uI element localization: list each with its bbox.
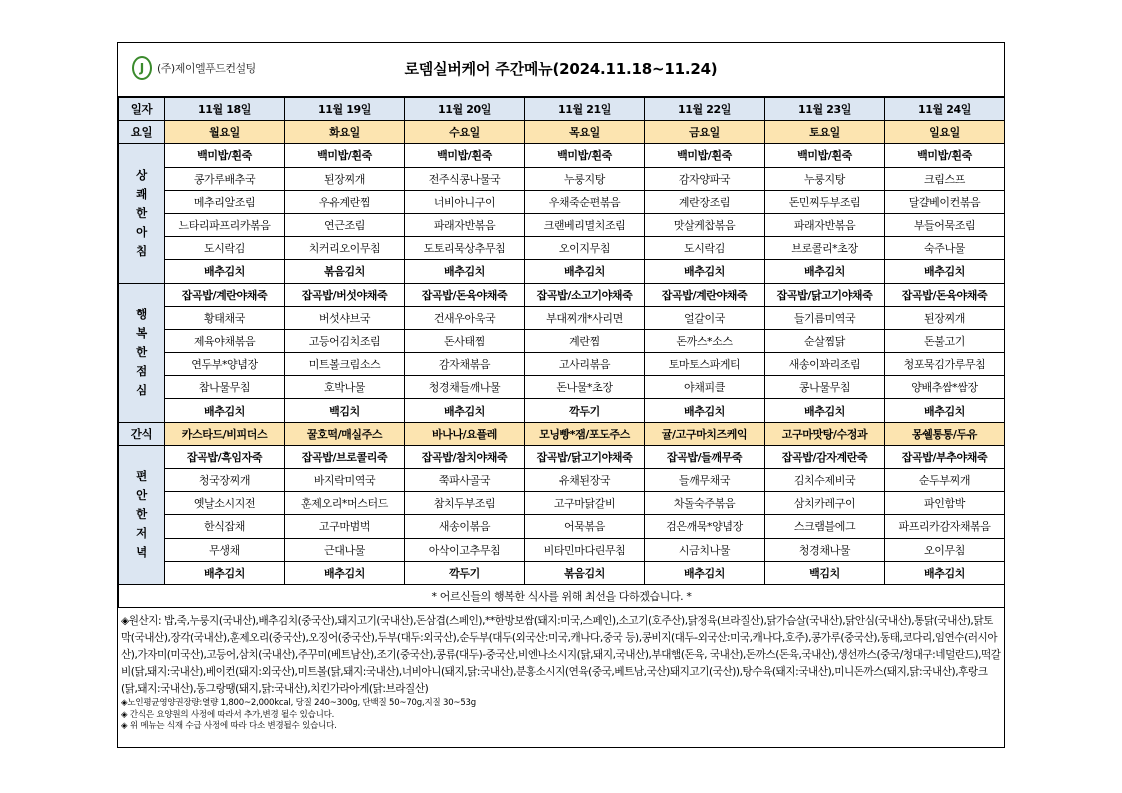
menu-cell: 숙주나물: [885, 237, 1005, 260]
menu-cell: 배추김치: [885, 399, 1005, 422]
menu-cell: 청경채나물: [765, 538, 885, 561]
breakfast-row: [119, 260, 1005, 283]
menu-cell: 파인함박: [885, 492, 1005, 515]
leaf-logo-icon: J: [132, 56, 152, 80]
menu-cell: 잡곡밥/감자계란죽: [765, 445, 885, 468]
menu-cell: 전주식콩나물국: [405, 167, 525, 190]
menu-cell: 배추김치: [885, 260, 1005, 283]
company-name: (주)제이엘푸드컨설팅: [157, 62, 256, 75]
menu-table: [118, 97, 1005, 608]
menu-cell: 파래자반볶음: [405, 213, 525, 236]
menu-cell: 메추리알조림: [165, 190, 285, 213]
menu-cell: 청국장찌개: [165, 469, 285, 492]
day-cell: 토요일: [765, 121, 885, 144]
lunch-row: [119, 283, 1005, 306]
menu-cell: 맛살케찹볶음: [645, 213, 765, 236]
row-label-date: 일자: [119, 98, 165, 121]
menu-cell: 비타민마다린무침: [525, 538, 645, 561]
menu-cell: 시금치나물: [645, 538, 765, 561]
day-cell: 화요일: [285, 121, 405, 144]
snack-cell: 카스타드/비피더스: [165, 422, 285, 445]
menu-cell: 백미밥/흰죽: [525, 144, 645, 167]
menu-cell: 황태채국: [165, 306, 285, 329]
snack-cell: 고구마맛탕/수정과: [765, 422, 885, 445]
date-cell: 11월 19일: [285, 98, 405, 121]
menu-cell: 돈불고기: [885, 329, 1005, 352]
menu-cell: 너비아니구이: [405, 190, 525, 213]
menu-cell: 달걀베이컨볶음: [885, 190, 1005, 213]
menu-cell: 백미밥/흰죽: [165, 144, 285, 167]
menu-cell: 얼갈이국: [645, 306, 765, 329]
menu-change-note: ◈ 위 메뉴는 식재 수급 사정에 따라 다소 변경될수 있습니다.: [121, 721, 337, 731]
snack-cell: 몽쉘통통/두유: [885, 422, 1005, 445]
menu-cell: 아삭이고추무침: [405, 538, 525, 561]
nutrition-note: ◈노인평균영양권장량:열량 1,800~2,000kcal, 당질 240~300g, 단백질 50~70g,지질 30~53g: [121, 698, 476, 708]
menu-cell: 백미밥/흰죽: [285, 144, 405, 167]
breakfast-row: [119, 213, 1005, 236]
menu-cell: 차돌숙주볶음: [645, 492, 765, 515]
closing-message: * 어르신들의 행복한 식사를 위해 최선을 다하겠습니다. *: [119, 584, 1005, 607]
menu-cell: 배추김치: [645, 399, 765, 422]
menu-cell: 건새우아욱국: [405, 306, 525, 329]
breakfast-label: [119, 144, 165, 283]
menu-cell: 잡곡밥/돈육야채죽: [885, 283, 1005, 306]
menu-cell: 돈사태찜: [405, 329, 525, 352]
origin-info: ◈원산지: 밥,죽,누룽지(국내산),배추김치(중국산),돼지고기(국내산),돈삼겹(스페인),**한방보쌈(돼지:미국,스페인),소고기(호주산),닭정육(브라질산),닭가슴살(국내산),닭안심(국내산),통닭(국내산),닭토막(국내산),장각(국내산),훈제오리(중국산),오징어(중국산),두부(대두:외국산),순두부(대두(외국산:미국,캐나다,중국 등),콩비지(대두-외국산:미국,캐나다,호주),콩가루(중국산),동태,코다리,임연수(러시아산),가자미(미국산),고등어,삼치(국내산),주꾸미(베트남산),조기(중국산),콩류(대두)-중국산,비엔나소시지(닭,돼지,국내산),부대햄(돈육, 국내산),돈까스(돈육,국내산),생선까스(중국/청대구:네덜란드),떡갈비(닭,돼지:국내산),베이컨(돼지:외국산),미트볼(닭,돼지:국내산),너비아니(돼지,닭:국내산),분홍소시지(연육(중국,베트남,국산)돼지고기(국산)),탕수육(돼지:국내산),미니돈까스(돼지,닭:국내산),후랑크(닭,돼지:국내산),동그랑땡(돼지,닭:국내산),치킨가라아게(닭:브라질산): [121, 615, 1001, 695]
dinner-row: [119, 445, 1005, 468]
date-cell: 11월 24일: [885, 98, 1005, 121]
menu-cell: 백미밥/흰죽: [405, 144, 525, 167]
menu-cell: 한식잡채: [165, 515, 285, 538]
menu-cell: 콩나물무침: [765, 376, 885, 399]
menu-cell: 크림스프: [885, 167, 1005, 190]
date-cell: 11월 23일: [765, 98, 885, 121]
dinner-label-text: 편 안 한 저 녁: [136, 469, 147, 560]
menu-cell: 배추김치: [645, 561, 765, 584]
menu-cell: 들깨무채국: [645, 469, 765, 492]
menu-cell: 잡곡밥/닭고기야채죽: [765, 283, 885, 306]
lunch-row: [119, 376, 1005, 399]
menu-cell: 배추김치: [645, 260, 765, 283]
menu-cell: 스크램블에그: [765, 515, 885, 538]
menu-cell: 백미밥/흰죽: [885, 144, 1005, 167]
menu-cell: 들기름미역국: [765, 306, 885, 329]
menu-cell: 잡곡밥/부추야채죽: [885, 445, 1005, 468]
menu-cell: 배추김치: [885, 561, 1005, 584]
menu-cell: 누룽지탕: [765, 167, 885, 190]
date-cell: 11월 22일: [645, 98, 765, 121]
menu-cell: 배추김치: [765, 260, 885, 283]
menu-cell: 김치수제비국: [765, 469, 885, 492]
menu-cell: 누룽지탕: [525, 167, 645, 190]
menu-cell: 배추김치: [405, 399, 525, 422]
snack-cell: 바나나/요플레: [405, 422, 525, 445]
day-cell: 일요일: [885, 121, 1005, 144]
menu-cell: 옛날소시지전: [165, 492, 285, 515]
dinner-row: [119, 469, 1005, 492]
day-cell: 수요일: [405, 121, 525, 144]
page-title: 로뎀실버케어 주간메뉴(2024.11.18~11.24): [404, 60, 718, 78]
menu-cell: 무생채: [165, 538, 285, 561]
menu-cell: 감자채볶음: [405, 353, 525, 376]
menu-cell: 깍두기: [525, 399, 645, 422]
menu-cell: 오이지무침: [525, 237, 645, 260]
menu-cell: 잡곡밥/들깨무죽: [645, 445, 765, 468]
menu-cell: 근대나물: [285, 538, 405, 561]
menu-cell: 치커리오이무침: [285, 237, 405, 260]
menu-cell: 고사리볶음: [525, 353, 645, 376]
lunch-row: [119, 353, 1005, 376]
menu-cell: 계란장조림: [645, 190, 765, 213]
snack-note: ◈ 간식은 요양원의 사정에 따라서 추가,변경 될수 있습니다.: [121, 709, 335, 720]
menu-cell: 돈까스*소스: [645, 329, 765, 352]
menu-cell: 부대찌개*사리면: [525, 306, 645, 329]
menu-cell: 돈민찌두부조림: [765, 190, 885, 213]
menu-cell: 파프리카감자채볶음: [885, 515, 1005, 538]
menu-cell: 호박나물: [285, 376, 405, 399]
day-cell: 금요일: [645, 121, 765, 144]
menu-cell: 야채피클: [645, 376, 765, 399]
lunch-row: [119, 399, 1005, 422]
menu-cell: 잡곡밥/돈육야채죽: [405, 283, 525, 306]
menu-cell: 볶음김치: [285, 260, 405, 283]
menu-cell: 배추김치: [285, 561, 405, 584]
menu-cell: 돈나물*초장: [525, 376, 645, 399]
row-label-snack: 간식: [119, 422, 165, 445]
dinner-row: [119, 492, 1005, 515]
menu-cell: 우채죽순편볶음: [525, 190, 645, 213]
day-cell: 월요일: [165, 121, 285, 144]
menu-cell: 고구마범벅: [285, 515, 405, 538]
date-cell: 11월 21일: [525, 98, 645, 121]
lunch-label-text: 행 복 한 점 심: [136, 307, 147, 398]
menu-cell: 백미밥/흰죽: [765, 144, 885, 167]
menu-cell: 크랜베리멸치조림: [525, 213, 645, 236]
menu-cell: 부들어묵조림: [885, 213, 1005, 236]
menu-cell: 잡곡밥/계란야채죽: [165, 283, 285, 306]
menu-cell: 잡곡밥/흑임자죽: [165, 445, 285, 468]
menu-cell: 우유계란찜: [285, 190, 405, 213]
menu-cell: 고구마닭갈비: [525, 492, 645, 515]
breakfast-row: [119, 237, 1005, 260]
menu-cell: 잡곡밥/버섯야채죽: [285, 283, 405, 306]
menu-cell: 감자양파국: [645, 167, 765, 190]
menu-cell: 깍두기: [405, 561, 525, 584]
menu-cell: 참치두부조림: [405, 492, 525, 515]
menu-cell: 볶음김치: [525, 561, 645, 584]
menu-cell: 참나물무침: [165, 376, 285, 399]
menu-cell: 쭉파사골국: [405, 469, 525, 492]
menu-cell: 새송이볶음: [405, 515, 525, 538]
breakfast-row: [119, 167, 1005, 190]
menu-cell: 백김치: [285, 399, 405, 422]
menu-cell: 새송이꽈리조림: [765, 353, 885, 376]
snack-cell: 귤/고구마치즈케익: [645, 422, 765, 445]
menu-cell: 버섯샤브국: [285, 306, 405, 329]
menu-cell: 콩가루배추국: [165, 167, 285, 190]
snack-cell: 꿀호떡/매실주스: [285, 422, 405, 445]
menu-cell: 배추김치: [405, 260, 525, 283]
menu-cell: 잡곡밥/참치야채죽: [405, 445, 525, 468]
menu-cell: 삼치카레구이: [765, 492, 885, 515]
dinner-row: [119, 515, 1005, 538]
menu-cell: 순살찜닭: [765, 329, 885, 352]
date-cell: 11월 20일: [405, 98, 525, 121]
menu-cell: 잡곡밥/계란야채죽: [645, 283, 765, 306]
menu-cell: 도시락김: [165, 237, 285, 260]
snack-cell: 모닝빵*잼/포도주스: [525, 422, 645, 445]
lunch-label: [119, 283, 165, 422]
menu-cell: 배추김치: [765, 399, 885, 422]
menu-cell: 미트볼크림소스: [285, 353, 405, 376]
menu-cell: 훈제오리*머스터드: [285, 492, 405, 515]
menu-cell: 배추김치: [165, 399, 285, 422]
menu-cell: 브로콜리*초장: [765, 237, 885, 260]
menu-cell: 청포묵김가루무침: [885, 353, 1005, 376]
menu-cell: 된장찌개: [885, 306, 1005, 329]
menu-cell: 계란찜: [525, 329, 645, 352]
menu-cell: 백김치: [765, 561, 885, 584]
breakfast-row: [119, 190, 1005, 213]
date-cell: 11월 18일: [165, 98, 285, 121]
lunch-row: [119, 306, 1005, 329]
menu-cell: 파래자반볶음: [765, 213, 885, 236]
day-cell: 목요일: [525, 121, 645, 144]
menu-cell: 배추김치: [525, 260, 645, 283]
menu-cell: 배추김치: [165, 260, 285, 283]
menu-cell: 고등어김치조림: [285, 329, 405, 352]
menu-cell: 도시락김: [645, 237, 765, 260]
menu-cell: 느타리파프리카볶음: [165, 213, 285, 236]
lunch-row: [119, 329, 1005, 352]
menu-cell: 제육야채볶음: [165, 329, 285, 352]
breakfast-label-text: 상 쾌 한 아 침: [136, 167, 147, 258]
menu-cell: 잡곡밥/브로콜리죽: [285, 445, 405, 468]
notes-section: [118, 609, 1004, 733]
menu-cell: 양배추쌈*쌈장: [885, 376, 1005, 399]
menu-cell: 유채된장국: [525, 469, 645, 492]
dinner-row: [119, 538, 1005, 561]
menu-cell: 연근조림: [285, 213, 405, 236]
dinner-row: [119, 561, 1005, 584]
menu-sheet: [117, 42, 1005, 748]
menu-cell: 연두부*양념장: [165, 353, 285, 376]
header: [118, 43, 1004, 97]
breakfast-row: [119, 144, 1005, 167]
menu-cell: 청경채들깨나물: [405, 376, 525, 399]
menu-cell: 검은깨묵*양념장: [645, 515, 765, 538]
menu-cell: 도토리묵상추무침: [405, 237, 525, 260]
menu-cell: 배추김치: [165, 561, 285, 584]
menu-cell: 토마토스파게티: [645, 353, 765, 376]
menu-cell: 잡곡밥/닭고기야채죽: [525, 445, 645, 468]
menu-cell: 잡곡밥/소고기야채죽: [525, 283, 645, 306]
row-label-day: 요일: [119, 121, 165, 144]
menu-cell: 어묵볶음: [525, 515, 645, 538]
menu-cell: 바지락미역국: [285, 469, 405, 492]
dinner-label: [119, 445, 165, 584]
menu-cell: 오이무침: [885, 538, 1005, 561]
menu-cell: 순두부찌개: [885, 469, 1005, 492]
menu-cell: 된장찌개: [285, 167, 405, 190]
menu-cell: 백미밥/흰죽: [645, 144, 765, 167]
